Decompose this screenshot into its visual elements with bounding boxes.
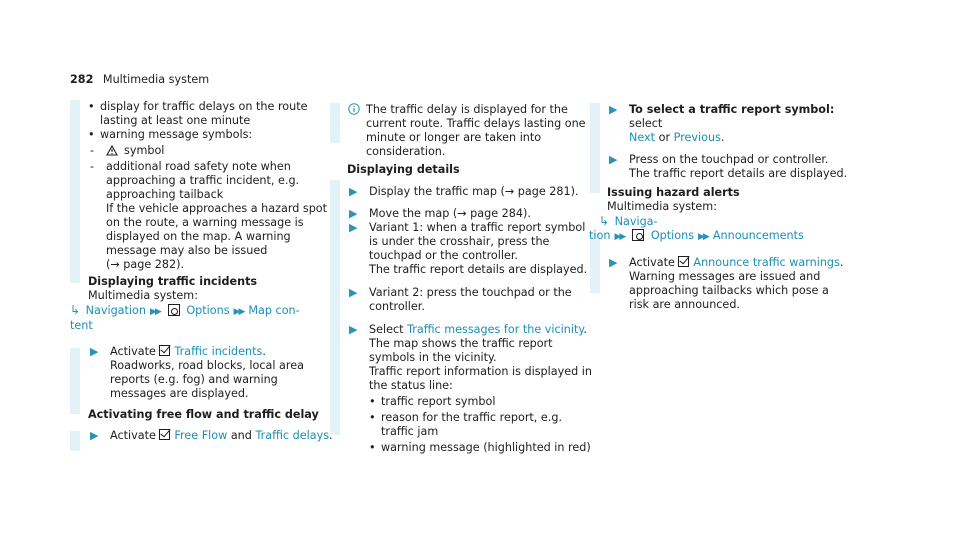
option-traffic-incidents[interactable]: Traffic incidents	[174, 345, 263, 358]
menu-link-options[interactable]: Options	[650, 229, 695, 242]
menu-link-map-content-cont[interactable]: tent	[70, 319, 93, 332]
page-number: 282	[70, 73, 94, 86]
menu-link-map-content[interactable]: Map con-	[248, 304, 300, 317]
step-arrow-icon: ▶	[349, 323, 358, 336]
checkbox-icon	[678, 256, 689, 267]
step-arrow-icon: ▶	[90, 429, 99, 442]
warning-triangle-icon	[106, 145, 118, 156]
step-arrow-icon: ▶	[349, 185, 358, 198]
instruction-step: ▶ Move the map (→ page 284).	[349, 207, 531, 220]
instruction-step: ▶ Activate Free Flow and Traffic delays.	[90, 429, 333, 442]
list-item: - symbol	[90, 144, 165, 157]
menu-path-lead: Multimedia system:	[88, 289, 198, 302]
step-arrow-icon: ▶	[349, 221, 358, 234]
step-arrow-icon: ▶	[609, 103, 618, 116]
column-right	[589, 103, 852, 312]
section-heading: Activating free flow and traffic delay	[88, 408, 319, 421]
step-arrow-icon: ▶	[349, 207, 358, 220]
double-chevron-icon: ▶▶	[233, 307, 244, 317]
checkbox-icon	[159, 345, 170, 356]
option-next[interactable]: Next	[629, 131, 656, 144]
list-item: • warning message (highlighted in red)	[369, 441, 592, 455]
page-header	[70, 73, 209, 87]
double-chevron-icon: ▶▶	[698, 232, 708, 242]
section-heading: Issuing hazard alerts	[607, 186, 740, 199]
list-item: • reason for the traffic report, e.g. traffic jam	[369, 411, 592, 439]
list-item: • display for traffic delays on the route lasting at least one minute	[88, 100, 333, 128]
instruction-step: ▶ Activate Announce traffic warnings. Warning messages are issued and approaching tailbacks which pose a risk are announced.	[609, 256, 844, 311]
instruction-step: ▶ Display the traffic map (→ page 281).	[349, 185, 579, 198]
list-item: • warning message symbols:	[88, 128, 333, 142]
settings-icon	[168, 304, 180, 316]
menu-link-navigation[interactable]: Navigation	[85, 304, 146, 317]
list-item: • traffic report symbol	[369, 395, 592, 409]
step-arrow-icon: ▶	[609, 153, 618, 166]
instruction-step: ▶ Variant 1: when a traffic report symbol is under the crosshair, press the touchpad or the controller. The traffic report details are displayed.	[349, 221, 588, 276]
instruction-step: ▶ Press on the touchpad or controller. The traffic report details are displayed.	[609, 153, 848, 180]
page-header-title: Multimedia system	[102, 73, 210, 86]
menu-link-navigation[interactable]: Naviga-	[614, 215, 658, 228]
option-announce-traffic-warnings[interactable]: Announce traffic warnings	[693, 256, 840, 269]
instruction-step: ▶ To select a traffic report symbol: select Next or Previous.	[609, 103, 835, 144]
instruction-step: ▶ Select Traffic messages for the vicinity. The map shows the traffic report symbols in the vicinity. Traffic report information is displayed in the status line: • traffic report symbol • reason for the traffic report, e.g. traffic jam • warning message (highlighted in red)	[347, 323, 592, 455]
menu-path-icon: ↳	[70, 303, 81, 317]
menu-path	[589, 214, 852, 229]
instruction-bar	[70, 431, 80, 451]
menu-path-lead: Multimedia system:	[607, 200, 717, 213]
menu-link-announcements[interactable]: Announcements	[712, 229, 804, 242]
menu-path-icon: ↳	[599, 214, 610, 228]
menu-link-options[interactable]: Options	[186, 304, 230, 317]
section-heading: Displaying traffic incidents	[88, 275, 258, 288]
instruction-bar	[70, 100, 80, 283]
info-note: The traffic delay is displayed for the current route. Traffic delays lasting one minute or longer are taken into consideration.	[347, 103, 592, 159]
checkbox-icon	[159, 429, 170, 440]
step-arrow-icon: ▶	[609, 256, 618, 269]
menu-path-cont	[589, 229, 852, 244]
column-middle	[347, 103, 592, 455]
option-previous[interactable]: Previous	[673, 131, 721, 144]
section-heading: Displaying details	[347, 163, 460, 176]
double-chevron-icon: ▶▶	[614, 232, 625, 242]
instruction-bar	[70, 348, 80, 414]
settings-icon	[632, 229, 644, 241]
step-arrow-icon: ▶	[90, 345, 99, 358]
option-traffic-messages-vicinity[interactable]: Traffic messages for the vicinity	[407, 323, 584, 336]
step-arrow-icon: ▶	[349, 286, 358, 299]
option-free-flow[interactable]: Free Flow	[174, 429, 228, 442]
option-traffic-delays[interactable]: Traffic delays	[255, 429, 330, 442]
info-icon	[348, 103, 360, 115]
double-chevron-icon: ▶▶	[149, 307, 160, 317]
list-item: - additional road safety note when approaching a traffic incident, e.g. approaching tailback If the vehicle approaches a hazard spot on the route, a warning message is displayed on the map. A warning message may also be issued (→ page 282).	[90, 160, 328, 271]
instruction-step: ▶ Variant 2: press the touchpad or the controller.	[349, 286, 572, 313]
menu-link-navigation-cont[interactable]: tion	[589, 229, 611, 242]
instruction-step: ▶ Activate Traffic incidents. Roadworks, road blocks, local area reports (e.g. fog) and warning messages are displayed.	[90, 345, 304, 400]
column-left	[70, 100, 333, 443]
menu-path	[70, 303, 333, 319]
